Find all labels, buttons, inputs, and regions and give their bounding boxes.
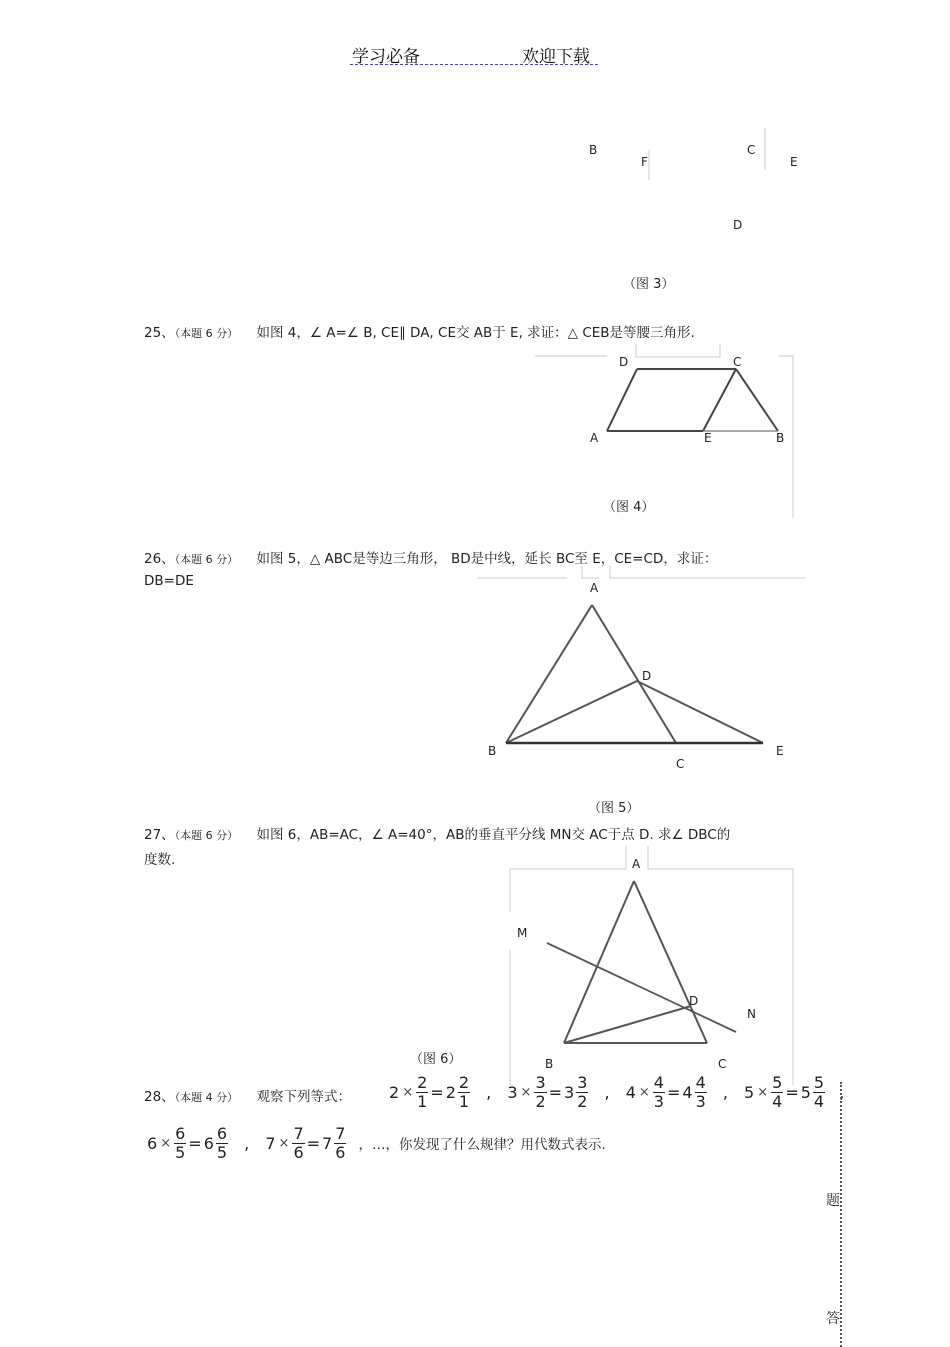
fig5-frame-3 bbox=[610, 566, 806, 578]
q26-text-2: DB=DE bbox=[144, 573, 194, 589]
equation-row-2: 6 × $\frac{6}{5}$ = 6 $\frac{6}{5}$ , 7 × $\frac{7}{6}$ = 7 $\frac{7}{6}$ ，…，你发现了什么规律？用代数式表示. bbox=[147, 1124, 606, 1162]
q27-line bbox=[144, 823, 730, 843]
fig5-frame-2 bbox=[582, 566, 599, 578]
q25-text: 如图 4，∠ A=∠ B, CE∥ DA, CE交 AB于 E, 求证：△ CEB是等腰三角形. bbox=[256, 325, 695, 341]
equation-5: 6 × $\frac{6}{5}$ = 6 $\frac{6}{5}$ bbox=[147, 1124, 228, 1162]
q26-score: （本题 6 分） bbox=[174, 553, 239, 566]
fig6-frame bbox=[510, 846, 626, 912]
fig6-label-n: N bbox=[747, 1007, 756, 1021]
fig4-label-d: D bbox=[619, 355, 629, 369]
q25-number: 25、 bbox=[144, 325, 175, 341]
equation-6: 7 × $\frac{7}{6}$ = 7 $\frac{7}{6}$ bbox=[265, 1124, 346, 1162]
fig6-shape bbox=[547, 881, 736, 1043]
fig4-label-a: A bbox=[590, 431, 599, 445]
side-char-1: 题 bbox=[826, 1193, 840, 1209]
equation-2: 3 × $\frac{3}{2}$ = 3 $\frac{3}{2}$ bbox=[507, 1073, 588, 1111]
fig6-caption: （图 6） bbox=[410, 1052, 462, 1067]
q26-line bbox=[144, 547, 717, 567]
fig3-label-d: D bbox=[733, 218, 743, 232]
q27-text: 如图 6，AB=AC，∠ A=40°，AB的垂直平分线 MN交 AC于点 D. 求∠ DBC的 bbox=[256, 827, 731, 843]
q25-score: （本题 6 分） bbox=[174, 327, 239, 340]
q28-text: 观察下列等式： bbox=[256, 1089, 351, 1105]
q28-number: 28、 bbox=[144, 1089, 175, 1105]
equation-1: 2 × $\frac{2}{1}$ = 2 $\frac{2}{1}$ bbox=[389, 1073, 470, 1111]
side-char-2: 答 bbox=[826, 1311, 840, 1327]
fig5-caption: （图 5） bbox=[588, 801, 640, 816]
fig3-label-f: F bbox=[641, 155, 648, 169]
fig3-caption: （图 3） bbox=[623, 277, 675, 292]
equation-4: 5 × $\frac{5}{4}$ = 5 $\frac{5}{4}$ bbox=[744, 1073, 825, 1111]
fig6-label-c: C bbox=[718, 1057, 727, 1071]
fig6-label-m: M bbox=[517, 926, 528, 940]
fig6-label-b: B bbox=[545, 1057, 554, 1071]
fig5-label-a: A bbox=[590, 581, 599, 595]
fig3-label-c: C bbox=[747, 143, 756, 157]
fig4-frame-2 bbox=[636, 344, 720, 357]
fig4-caption: （图 4） bbox=[603, 500, 655, 515]
q26-number: 26、 bbox=[144, 551, 175, 567]
q28-score: （本题 4 分） bbox=[174, 1091, 239, 1104]
q26-text: 如图 5，△ ABC是等边三角形， BD是中线，延长 BC至 E，CE=CD，求证： bbox=[256, 551, 718, 567]
fig5-label-e: E bbox=[776, 744, 784, 758]
q28-line bbox=[144, 1085, 351, 1105]
equation-row-1: 2 × $\frac{2}{1}$ = 2 $\frac{2}{1}$ , 3 × $\frac{3}{2}$ = 3 $\frac{3}{2}$ , 4 × $\frac{4}{3}$ = 4 $\frac{4}{3}$ , 5 × $\frac{5}{4}$ = 5 $\frac{5}{4}$ , bbox=[389, 1073, 845, 1111]
fig3-label-e: E bbox=[790, 155, 798, 169]
q27-number: 27、 bbox=[144, 827, 175, 843]
header-left: 学习必备 bbox=[352, 47, 420, 67]
equation-3: 4 × $\frac{4}{3}$ = 4 $\frac{4}{3}$ bbox=[625, 1073, 706, 1111]
binding-dotted-line bbox=[840, 1082, 842, 1347]
fig5-label-d: D bbox=[642, 669, 652, 683]
fig6-label-d: D bbox=[689, 994, 699, 1008]
q27-score: （本题 6 分） bbox=[174, 829, 239, 842]
fig4-shape bbox=[607, 369, 778, 431]
fig5-label-c: C bbox=[676, 757, 685, 771]
fig4-label-b: B bbox=[776, 431, 785, 445]
q25-line bbox=[144, 321, 695, 341]
q28-tail: ，…，你发现了什么规律？用代数式表示. bbox=[358, 1137, 606, 1153]
q27-text-2: 度数. bbox=[144, 852, 176, 868]
fig4-label-e: E bbox=[704, 431, 712, 445]
fig5-label-b: B bbox=[488, 744, 497, 758]
fig5-shape bbox=[506, 605, 763, 743]
header-right: 欢迎下载 bbox=[522, 47, 590, 67]
fig4-label-c: C bbox=[733, 355, 742, 369]
fig3-label-b: B bbox=[589, 143, 598, 157]
fig6-label-a: A bbox=[632, 857, 641, 871]
fig6-frame-2 bbox=[648, 846, 793, 1085]
